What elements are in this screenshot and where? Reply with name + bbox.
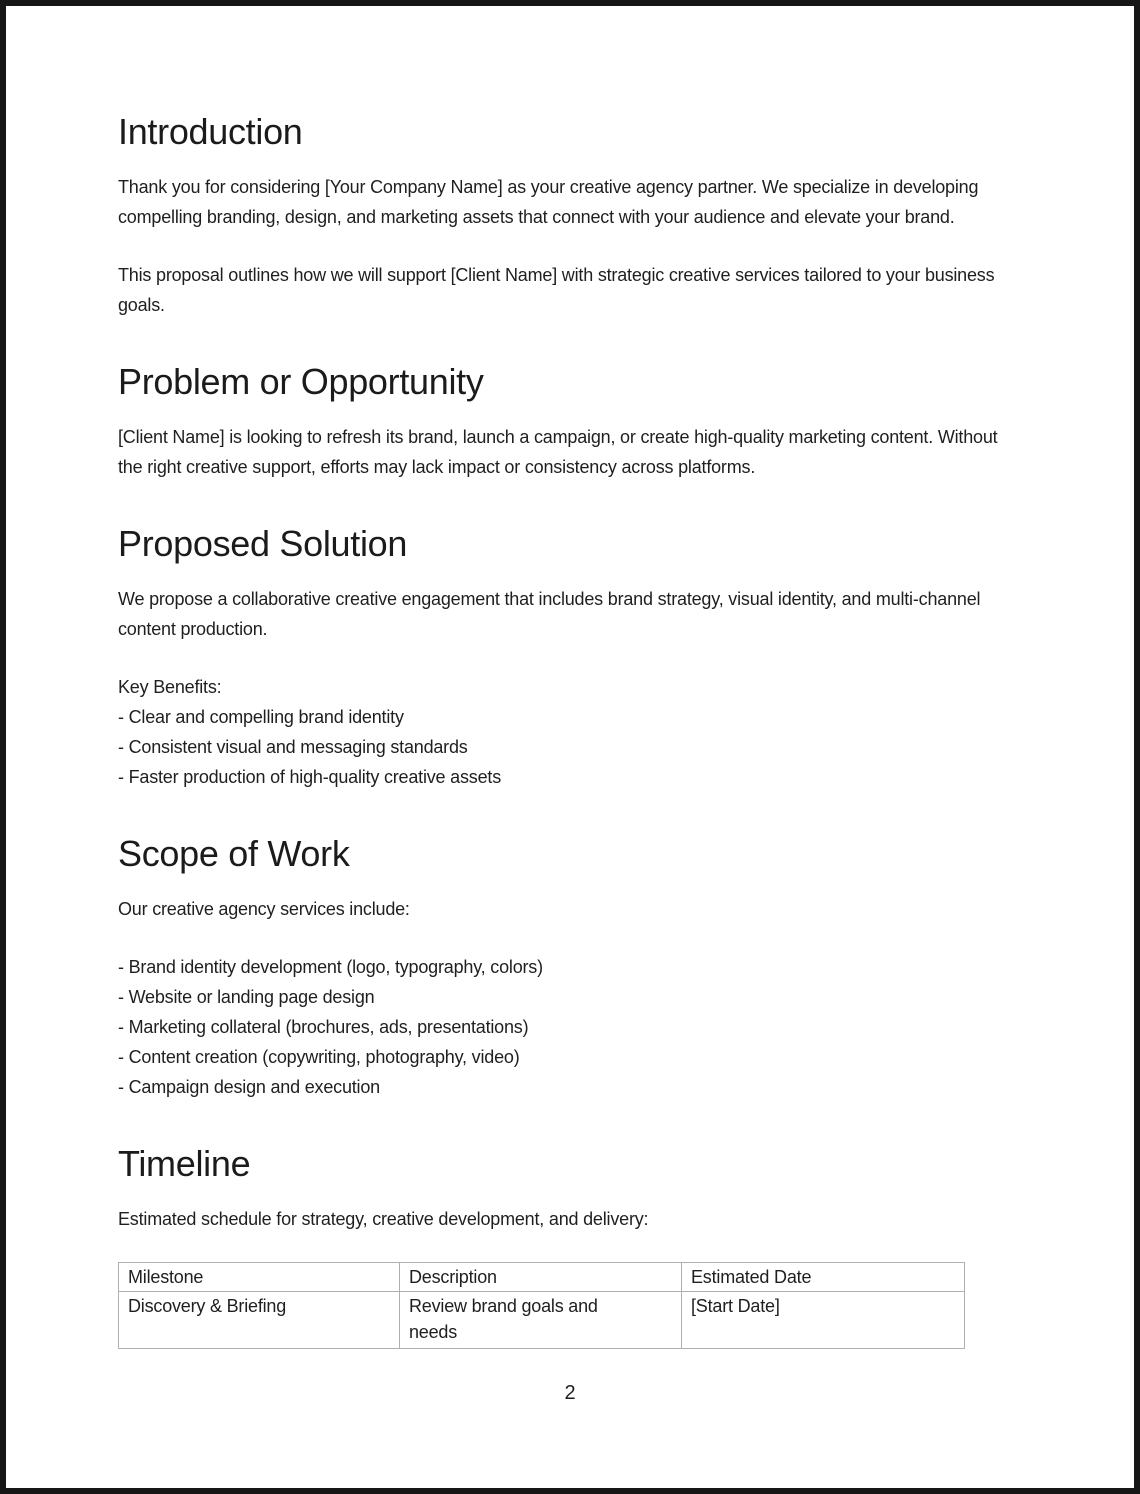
- section-heading-scope-of-work: Scope of Work: [118, 833, 350, 874]
- table-row: [119, 1292, 965, 1349]
- section-heading-problem-or-opportunity: Problem or Opportunity: [118, 361, 484, 402]
- column-header-estimated-date: Estimated Date: [682, 1263, 965, 1292]
- key-benefit-item: - Clear and compelling brand identity: [118, 707, 404, 727]
- column-header-description: Description: [400, 1263, 682, 1292]
- scope-service-item: - Content creation (copywriting, photography, video): [118, 1047, 520, 1067]
- key-benefits-label: Key Benefits:: [118, 677, 222, 697]
- page-number: 2: [564, 1382, 576, 1404]
- section-heading-introduction: Introduction: [118, 111, 303, 152]
- scope-services-list: [118, 952, 1022, 1102]
- timeline-table-header-row: [119, 1263, 965, 1292]
- problem-paragraph: [Client Name] is looking to refresh its brand, launch a campaign, or create high-quality marketing content. Without the right creative support, efforts may lack impact or consistency across platforms.: [118, 427, 998, 477]
- scope-service-item: - Brand identity development (logo, typography, colors): [118, 957, 543, 977]
- timeline-table: [118, 1262, 965, 1349]
- cell-description: [400, 1292, 682, 1349]
- cell-milestone: Discovery & Briefing: [119, 1292, 400, 1349]
- key-benefit-item: - Consistent visual and messaging standards: [118, 737, 468, 757]
- scope-service-item: - Marketing collateral (brochures, ads, presentations): [118, 1017, 529, 1037]
- timeline-intro-paragraph: Estimated schedule for strategy, creative development, and delivery:: [118, 1209, 649, 1229]
- solution-paragraph: We propose a collaborative creative engagement that includes brand strategy, visual identity, and multi-channel content production.: [118, 589, 981, 639]
- section-heading-proposed-solution: Proposed Solution: [118, 523, 408, 564]
- cell-description-text: Review brand goals and needs: [409, 1296, 598, 1342]
- introduction-paragraph-1: Thank you for considering [Your Company Name] as your creative agency partner. We specialize in developing compelling branding, design, and marketing assets that connect with your audience and elevate your brand.: [118, 177, 979, 227]
- key-benefit-item: - Faster production of high-quality creative assets: [118, 767, 501, 787]
- key-benefits-list: [118, 672, 1022, 792]
- column-header-milestone: Milestone: [119, 1263, 400, 1292]
- scope-service-item: - Campaign design and execution: [118, 1077, 380, 1097]
- scope-intro-paragraph: Our creative agency services include:: [118, 899, 410, 919]
- scope-service-item: - Website or landing page design: [118, 987, 375, 1007]
- section-heading-timeline: Timeline: [118, 1143, 251, 1184]
- page-content: [6, 6, 1134, 1407]
- cell-estimated-date: [Start Date]: [682, 1292, 965, 1349]
- introduction-paragraph-2: This proposal outlines how we will support [Client Name] with strategic creative services tailored to your business goals.: [118, 265, 995, 315]
